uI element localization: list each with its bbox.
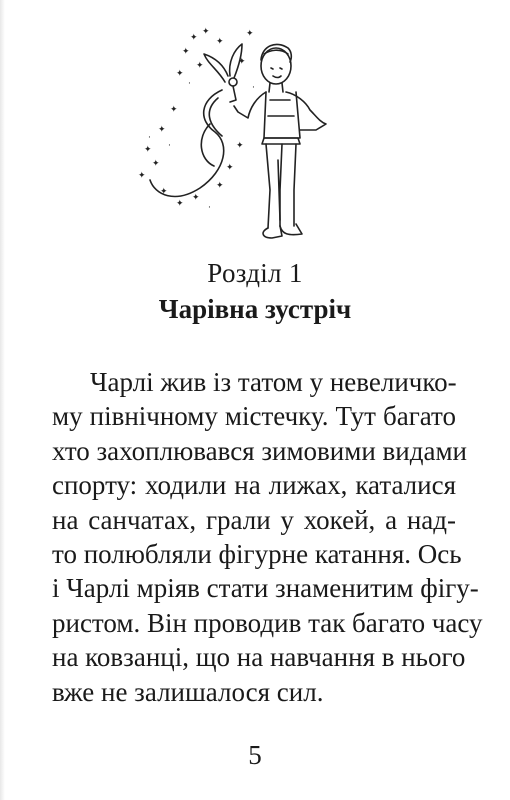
text-line: на ковзанці, що на навчання в нього [52,642,466,673]
svg-text:✦: ✦ [170,105,178,115]
svg-text:✦: ✦ [138,171,146,181]
chapter-number: Розділ 1 [207,258,303,288]
svg-text:✦: ✦ [176,69,184,79]
svg-text:✦: ✦ [192,193,200,203]
svg-text:✦: ✦ [160,187,168,197]
svg-text:✦: ✦ [226,163,234,173]
svg-text:·: · [188,79,191,89]
text-line: хто захоплювався зимовими видами [52,435,467,466]
svg-text:✦: ✦ [216,181,224,191]
text-line: Чарлі жив із татом у невеличко- [90,367,457,397]
svg-text:✦: ✦ [158,125,166,135]
text-line: на санчатах, грали у хокей, а над- [52,504,456,535]
chapter-title: Чарівна зустріч [158,294,352,324]
svg-text:✦: ✦ [182,47,190,57]
text-line: ристом. Він проводив так багато часу [52,607,483,638]
svg-text:✦: ✦ [176,199,184,209]
text-line: спорту: ходили на лижах, каталися [52,470,456,501]
svg-text:✦: ✦ [152,159,160,169]
svg-text:✦: ✦ [144,145,152,155]
page-edge-shadow [0,0,5,800]
chapter-body-paragraph [52,365,483,709]
svg-text:✦: ✦ [246,29,254,39]
text-line: му північному містечку. Тут багато [52,401,456,432]
svg-text:✦: ✦ [196,61,204,71]
svg-text:·: · [168,141,171,151]
svg-text:·: · [208,203,211,213]
boy-with-fairy-illustration [130,20,340,250]
svg-text:·: · [148,133,151,143]
text-line: то полюбляли фігурне катання. Ось [52,539,462,570]
svg-text:✦: ✦ [238,57,246,67]
text-line: і Чарлі мріяв стати знаменитим фігу- [52,573,479,604]
svg-text:·: · [252,83,255,93]
page-number: 5 [248,740,262,770]
svg-text:✦: ✦ [216,37,224,47]
svg-text:✦: ✦ [190,33,198,43]
svg-text:✦: ✦ [236,141,244,151]
text-line: вже не залишалося сил. [52,676,324,707]
svg-text:✦: ✦ [202,27,210,37]
